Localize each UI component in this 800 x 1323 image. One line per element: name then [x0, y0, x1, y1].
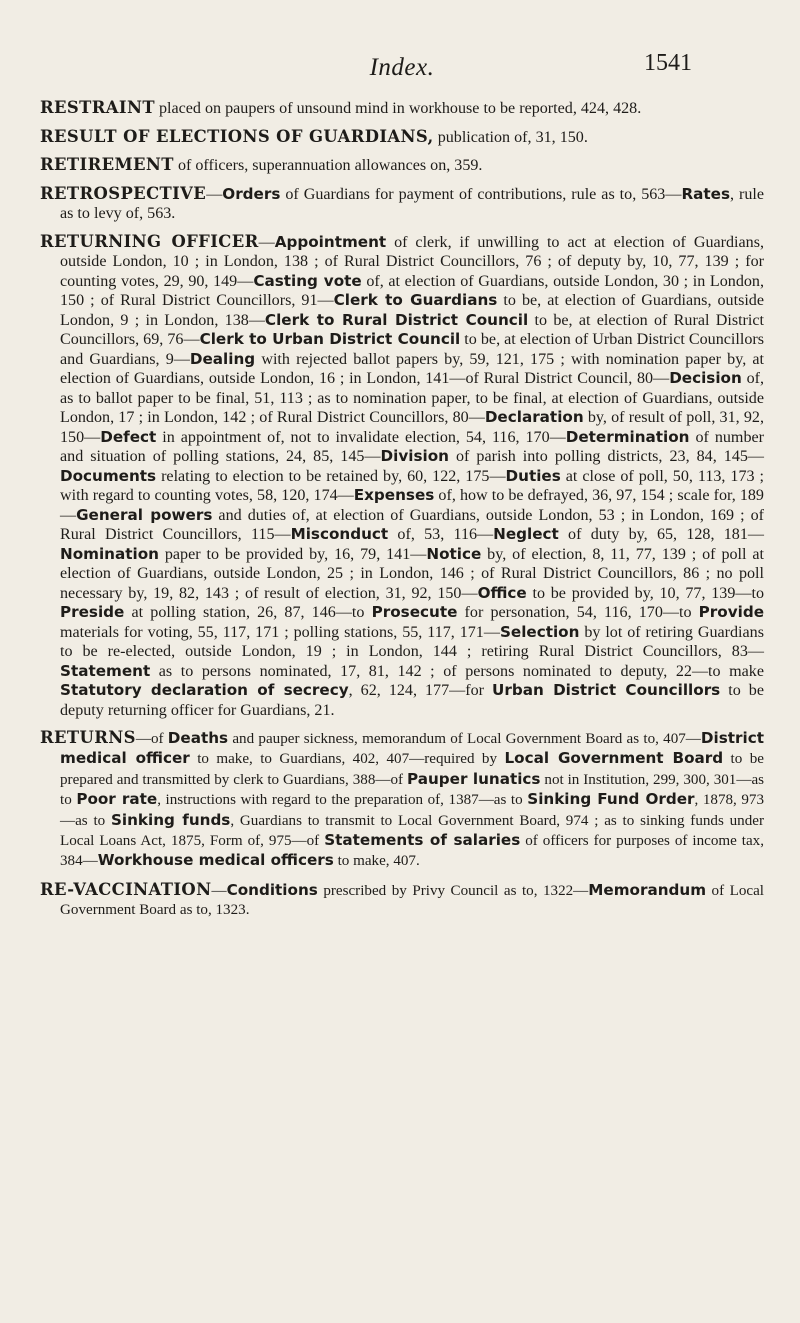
entry-text-run: —: [206, 185, 223, 203]
entry-headword: RETURNS: [40, 728, 136, 747]
entry-text-run: , 1878, 973—as to: [60, 792, 765, 829]
entry-text-run: of, at election of Guardians, outside London, 30 ; in London, 150 ; of Rural District Councillors, 91—: [60, 272, 764, 309]
entry-text-run: to be deputy returning officer for Guardians, 21.: [60, 682, 764, 719]
subheading: Deaths: [167, 729, 229, 747]
subheading: Pauper lunatics: [407, 769, 541, 788]
subheading: Nomination: [60, 544, 159, 563]
subheading: Statement: [60, 661, 151, 680]
index-entry-retrospective: [40, 184, 764, 224]
subheading: Statements of salaries: [324, 831, 521, 850]
index-entry-returns: [40, 728, 764, 872]
subheading: Documents: [60, 466, 157, 485]
subheading: Local Government Board: [504, 749, 724, 768]
entry-text-run: of Guardians for payment of contributions, rule as to, 563—: [280, 185, 682, 203]
entry-text: [40, 98, 764, 119]
entry-text-run: paper to be provided by, 16, 79, 141—: [158, 545, 427, 563]
subheading: Decision: [669, 369, 742, 387]
subheading: Appointment: [274, 232, 387, 251]
entry-text-run: for personation, 54, 116, 170—to: [457, 604, 699, 621]
entry-text-run: —: [211, 882, 227, 899]
subheading: Prosecute: [371, 603, 458, 621]
entry-text-run: to be, at election of Urban District Councillors and Guardians, 9—: [60, 331, 765, 368]
subheading: Rates: [681, 184, 730, 203]
subheading: Conditions: [226, 880, 318, 899]
entry-headword: RE-VACCINATION: [40, 879, 212, 899]
entry-text-run: , 62, 124, 177—for: [348, 682, 493, 699]
entry-text-run: —of: [135, 731, 168, 747]
subheading: District medical officer: [60, 729, 764, 768]
entry-headword: RETIREMENT: [40, 155, 174, 174]
entry-text-run: and pauper sickness, memorandum of Local Government Board as to, 407—: [228, 731, 701, 747]
entry-text-run: in appointment of, not to invalidate election, 54, 116, 170—: [156, 428, 566, 446]
entry-headword: RETURNING OFFICER: [40, 231, 259, 251]
index-entries: [40, 98, 764, 921]
index-entry-result-of-elections: [40, 127, 764, 148]
entry-text-run: relating to election to be retained by, 60, 122, 175—: [156, 467, 506, 485]
running-head: Index.: [369, 54, 435, 81]
entry-text-run: of Local Government Board as to, 1323.: [60, 882, 764, 919]
entry-text-run: of, how to be defrayed, 36, 97, 154 ; scale for, 189—: [60, 487, 764, 524]
subheading: Sinking Fund Order: [527, 790, 695, 809]
subheading: Workhouse medical officers: [97, 851, 334, 870]
entry-text-run: materials for voting, 55, 117, 171 ; polling stations, 55, 117, 171—: [60, 623, 500, 641]
entry-text-run: , Guardians to transmit to Local Government Board, 974 ; as to sinking funds under Local Loans Act, 1875, Form of, 975—of: [60, 812, 764, 850]
entry-text-run: to make, 407.: [333, 853, 420, 870]
entry-text-run: to be provided by, 10, 77, 139—to: [526, 584, 764, 602]
subheading: Memorandum: [588, 880, 707, 899]
entry-text-run: of number and situation of polling stations, 24, 85, 145—: [60, 428, 764, 465]
entry-text-run: to be, at election of Guardians, outside London, 9 ; in London, 138—: [60, 292, 764, 329]
subheading: Clerk to Rural District Council: [264, 310, 529, 329]
entry-text-run: of officers for purposes of income tax, 384—: [60, 833, 764, 870]
entry-text-run: of clerk, if unwilling to act at election of Guardians, outside London, 10 ; in London, 138 ; of Rural District Councillors, 76 ; of deputy by, 10, 77, 139 ; for counting votes, 29, 90, 149—: [60, 233, 764, 290]
entry-text-run: of officers, superannuation allowances on, 359.: [173, 157, 483, 174]
subheading: Neglect: [493, 525, 559, 543]
entry-text-run: with rejected ballot papers by, 59, 121, 175 ; with nomination paper by, at election of Guardians, outside London, 16 ; in London, 141—of Rural District Council, 80—: [60, 350, 765, 387]
subheading: Expenses: [353, 486, 435, 504]
entry-text: [40, 728, 764, 872]
subheading: Urban District Councillors: [492, 681, 721, 699]
entry-text-run: by lot of retiring Guardians to be re-elected, outside London, 19 ; in London, 144 ; retiring Rural District Councillors, 83—: [60, 623, 764, 660]
entry-text-run: at close of poll, 50, 113, 173 ; with regard to counting votes, 58, 120, 174—: [60, 467, 764, 504]
entry-text-run: —: [258, 233, 275, 251]
entry-text-run: , rule as to levy of, 563.: [60, 185, 765, 222]
entry-text-run: by, of result of poll, 31, 92, 150—: [60, 409, 764, 446]
subheading: Clerk to Guardians: [333, 291, 498, 309]
subheading: Poor rate: [76, 790, 158, 809]
entry-text-run: to be prepared and transmitted by clerk to Guardians, 388—of: [60, 751, 764, 788]
entry-headword: RESTRAINT: [40, 98, 155, 117]
entry-text: [40, 155, 764, 176]
subheading: General powers: [76, 505, 213, 524]
entry-text-run: of duty by, 65, 128, 181—: [558, 526, 764, 543]
entry-text-run: as to persons nominated, 17, 81, 142 ; of persons nominated to deputy, 22—to make: [150, 662, 764, 680]
entry-text-run: to make, to Guardians, 402, 407—required by: [189, 751, 505, 768]
subheading: Defect: [100, 427, 157, 446]
entry-text-run: placed on paupers of unsound mind in workhouse to be reported, 424, 428.: [154, 100, 642, 117]
subheading: Clerk to Urban District Council: [199, 330, 461, 348]
subheading: Division: [380, 447, 449, 465]
entry-text-run: of, 53, 116—: [388, 526, 494, 543]
page-header: [40, 0, 764, 98]
entry-text-run: prescribed by Privy Council as to, 1322—: [317, 882, 589, 899]
entry-text-run: publication of, 31, 150.: [433, 128, 588, 146]
subheading: Declaration: [484, 408, 584, 426]
subheading: Duties: [505, 466, 561, 485]
subheading: Misconduct: [290, 525, 389, 543]
page-number: 1541: [644, 50, 692, 76]
index-entry-returning-officer: [40, 232, 764, 721]
entry-text: [40, 127, 764, 148]
subheading: Preside: [60, 603, 125, 621]
entry-text: [40, 184, 764, 224]
subheading: Provide: [698, 603, 765, 621]
index-entry-retirement: [40, 155, 764, 176]
entry-text-run: at polling station, 26, 87, 146—to: [124, 604, 372, 621]
subheading: Dealing: [189, 349, 256, 368]
subheading: Notice: [426, 544, 482, 563]
entry-text: [40, 232, 764, 721]
subheading: Orders: [222, 184, 281, 203]
entry-text-run: of parish into polling districts, 23, 84, 145—: [448, 448, 765, 465]
subheading: Sinking funds: [110, 810, 231, 829]
subheading: Office: [477, 583, 527, 602]
entry-text-run: not in Institution, 299, 300, 301—as to: [60, 771, 765, 809]
entry-text-run: to be, at election of Rural District Councillors, 69, 76—: [60, 311, 764, 348]
entry-text-run: by, of election, 8, 11, 77, 139 ; of poll at election of Guardians, outside London, 25 ; in London, 146 ; of Rural District Councillors, 86 ; no poll necessary by, 19, 82, 143 ; of result of election, 31, 92, 150—: [60, 545, 764, 602]
entry-text-run: of, as to ballot paper to be final, 51, 113 ; as to nomination paper, to be final, at election of Guardians, outside London, 17 ; in London, 142 ; of Rural District Councillors, 80—: [60, 370, 765, 426]
entry-text-run: , instructions with regard to the preparation of, 1387—as to: [157, 792, 528, 809]
subheading: Casting vote: [253, 271, 362, 290]
entry-text: [40, 880, 764, 921]
entry-headword: RETROSPECTIVE: [40, 183, 207, 203]
subheading: Determination: [565, 427, 690, 446]
entry-text-run: and duties of, at election of Guardians, outside London, 53 ; in London, 169 ; of Rural District Councillors, 115—: [60, 506, 764, 543]
subheading: Selection: [499, 622, 580, 641]
index-entry-re-vaccination: [40, 880, 764, 921]
index-entry-restraint: [40, 98, 764, 119]
entry-headword: RESULT OF ELECTIONS OF GUARDIANS,: [40, 126, 434, 146]
subheading: Statutory declaration of secrecy: [60, 681, 349, 699]
